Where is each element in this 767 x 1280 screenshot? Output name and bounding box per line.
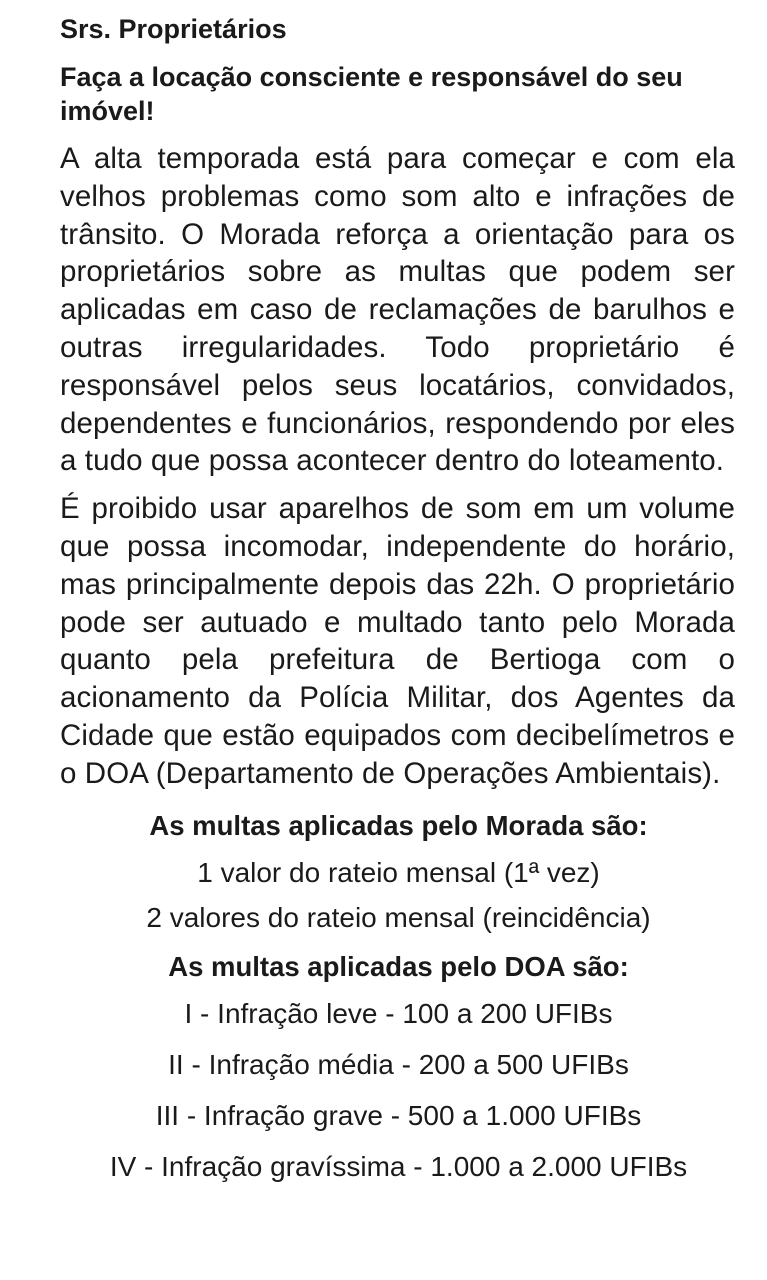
fines-section [0, 805, 767, 1188]
morada-fine-item: 1 valor do rateio mensal (1ª vez) [197, 856, 600, 888]
morada-fine-item: 2 valores do rateio mensal (reincidência) [146, 901, 651, 933]
morada-fines-heading: As multas aplicadas pelo Morada são: [149, 809, 648, 841]
doa-fine-item: II - Infração média - 200 a 500 UFIBs [168, 1048, 629, 1080]
paragraph-noise-rules: É proibido usar aparelhos de som em um volume que possa incomodar, independente do horário, mas principalmente depois das 22h. O proprietário pode ser autuado e multado tanto pelo Morada quanto pela prefeitura de Bertioga com o acionamento da Polícia Militar, dos Agentes da Cidade que estão equipados com decibelímetros e o DOA (Departamento de Operações Ambientais). [60, 492, 735, 790]
doa-fines-heading: As multas aplicadas pelo DOA são: [168, 950, 629, 982]
subtitle-heading: Faça a locação consciente e responsável do seu imóvel! [60, 62, 683, 126]
paragraph-intro: A alta temporada está para começar e com ela velhos problemas como som alto e infrações de trânsito. O Morada reforça a orientação para os proprietários sobre as multas que podem ser aplicadas em caso de reclamações de barulhos e outras irregularidades. Todo proprietário é responsável pelos seus locatários, convidados, dependentes e funcionários, respondendo por eles a tudo que possa acontecer dentro do loteamento. [60, 142, 735, 478]
doa-fine-item: III - Infração grave - 500 a 1.000 UFIBs [155, 1099, 642, 1131]
greeting-heading: Srs. Proprietários [60, 14, 287, 44]
doa-fine-item: I - Infração leve - 100 a 200 UFIBs [184, 997, 613, 1029]
doa-fine-item: IV - Infração gravíssima - 1.000 a 2.000 UFIBs [109, 1150, 688, 1182]
